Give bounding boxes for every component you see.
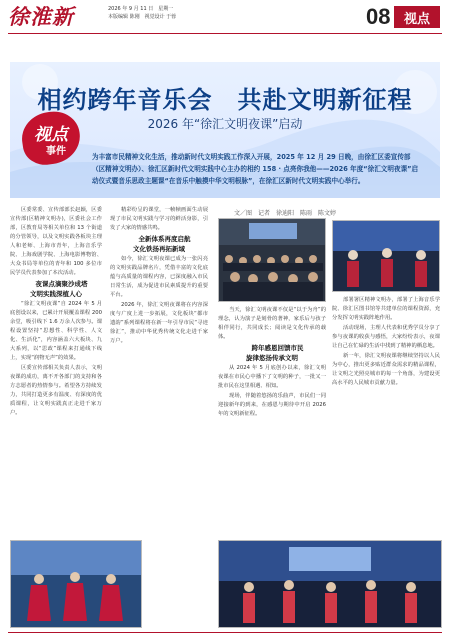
- photo-image: [219, 541, 441, 627]
- section-tag: 视点: [394, 6, 440, 28]
- page-subhead: 2026 年“徐汇文明夜课”启动: [147, 117, 303, 131]
- paragraph: 如今，徐汇文明夜课已成为一张闪亮的文明实践品牌名片，凭借丰富的文化底蕴与高质量的课程内容，已深度融入市民日常生活，成为促进市民素质提升的重要平台。: [110, 256, 208, 298]
- section-subheading: 跨年感恩回馈市民 旋律悠扬传承文明: [246, 344, 304, 362]
- article-column-1: [10, 206, 102, 419]
- photo-image: [333, 221, 440, 291]
- photo-image: [219, 219, 326, 301]
- section-subheading: 夜课点滴聚沙成塔 文明实践深植人心: [30, 280, 88, 298]
- paragraph: 从 2024 年 5 月底创办以来，徐汇文明夜课在市民心中播下了文明的种子，一批又一批市民在这里相遇、相知。: [218, 365, 326, 389]
- newspaper-logo-text: 徐淮新: [8, 4, 74, 29]
- paragraph: 2026 年，徐汇文明夜课将在内容深度与广度上进一步拓展，文化板块“都市遗韵”系列课程将在新一年引导市民“寻迹徐汇”，推动中华优秀传统文化走进千家万户。: [110, 302, 208, 344]
- paragraph: 精彩纷呈的课堂，一帧帧画面生动展现了市民文明实践与学习的鲜活身影，引发了大家的情感共鸣。: [110, 207, 208, 231]
- issue-date: 2026 年 9 月 11 日 星期一: [108, 6, 174, 12]
- paragraph: 区委宣传部相关负责人表示，文明夜课的成功，离不开各部门的支持和各方志愿者的热情参与。希望各方持续发力，共同打造更多有温度、有深度的优质课程，让文明实践真正走进千家万户。: [10, 365, 102, 416]
- paragraph: 新一年，徐汇文明夜课将继续坚持以人民为中心，推出更多贴近群众需求的精品课程，让文明之光照亮城市的每一个角落，为建设更高水平的人民城市贡献力量。: [332, 353, 440, 386]
- paragraph: 部署署区精神文明办，部署了上海音乐学院、徐汇区图书馆等共建单位的课程资源，充分发挥文明实践阵地作用。: [332, 297, 440, 321]
- section-subheading: 全新体系再度启航 文化铁扬再拓新域: [133, 235, 191, 253]
- masthead-logo: [8, 2, 108, 30]
- page-number: 08: [366, 4, 391, 29]
- lead-paragraph: 为丰富市民精神文化生活，推动新时代文明实践工作深入开展，2025 年 12 月 29 日晚，由徐汇区委宣传部（区精神文明办）、徐汇区新时代文明实践中心主办的相约 158 · 点亮你我他——2026 年度“徐汇文明夜课”启动仪式暨音乐思政主题课“在音乐中触摸中华文明根脉”，在徐汇区新时代文明实践中心举行。: [92, 153, 419, 185]
- article-column-4: [332, 206, 440, 389]
- photo-stage: [218, 540, 442, 628]
- photo-dance: [10, 540, 142, 628]
- paragraph: 当天，徐汇文明夜课不仅是“以于为舟”的理念，认为演子是刻骨的著神，家乐后与孩子相伴同行，共同成长；阅读是文化传承的载体。: [218, 307, 326, 340]
- badge-subtitle: 事件: [46, 146, 66, 157]
- photo-image: [11, 541, 141, 627]
- footer-divider: [8, 632, 442, 633]
- article-column-3: [218, 218, 326, 420]
- paragraph: 现场，伴随着悠扬的乐曲声，市民们一同迎接新年的到来，在感恩与期待中开启 2026 年的文明新征程。: [218, 393, 326, 417]
- issue-info: [108, 5, 176, 21]
- header-divider: [8, 33, 442, 34]
- paragraph: 区委常委、宣传部部长赵颖，区委宣传部(区精神文明办)，区委社会工作部，区教育局等相关单位和 13 个街道的分管领导，以及文明实践各板块主理人和老师、上海市青年，上海音乐学院、上海戏剧学院、上海电影博物馆、大众书局等单位的青年和 100 多位市民学员代表参加了本次活动。: [10, 207, 102, 276]
- photo-performance: [332, 220, 440, 292]
- issue-editors: 本版编辑 陈刚 视觉设计 于蓉: [108, 14, 177, 20]
- paragraph: 活动现场，主理人代表和优秀学员分享了参与夜课的收获与感悟，大家纷纷表示，夜课让自己在忙碌的生活中找到了精神的栖息地。: [332, 325, 440, 349]
- page-headline: 相约跨年音乐会 共赴文明新征程: [37, 85, 413, 114]
- event-badge: [22, 112, 82, 166]
- paragraph: “徐汇文明夜课”自 2024 年 5 月底创设以来，已累计开展覆盖课程 200 余堂，吸引线下 1.6 万余人次参与。课程设置坚持“思想性、科学性、人文化、生活化”，内容涵盖六大板块、九大系列，以“思政”课程来打通线下线上，实现“润物无声”的效果。: [10, 301, 102, 361]
- badge-title: 视点: [34, 125, 68, 145]
- photo-audience: [218, 218, 326, 302]
- byline: 文／图 记者 徐迪阳 陈雨 陈文婷: [234, 210, 337, 217]
- article-column-2: [110, 206, 208, 347]
